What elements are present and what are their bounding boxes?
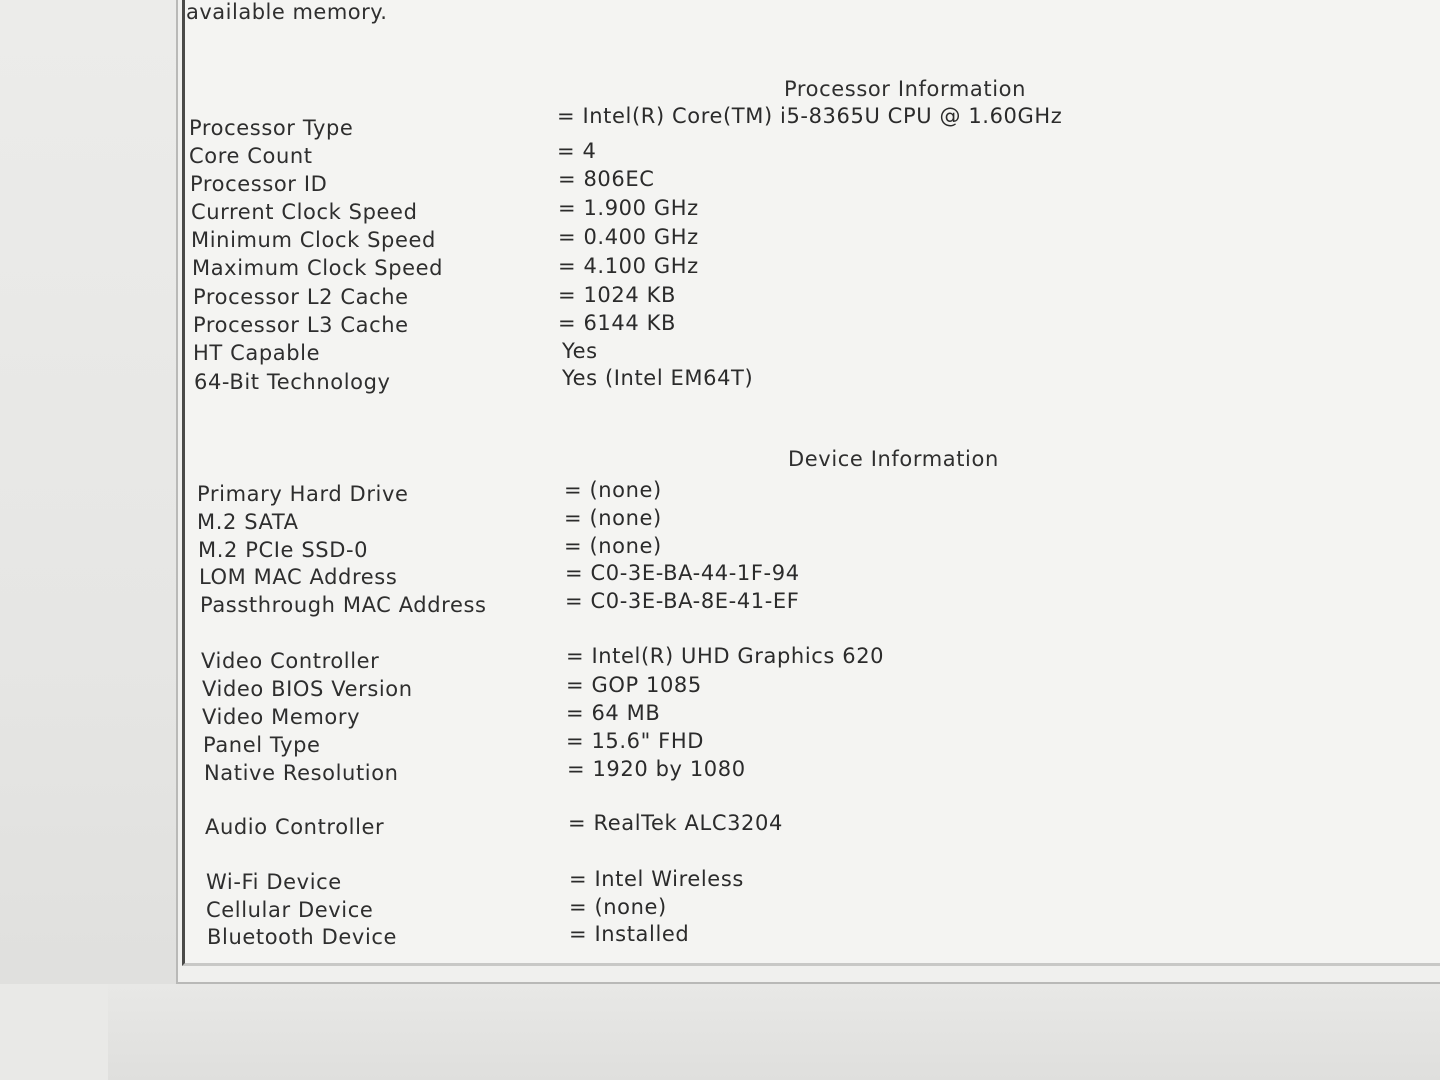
row-label: Processor ID [190, 172, 328, 196]
bottom-left-area [0, 984, 108, 1080]
row-value: = 0.400 GHz [558, 225, 699, 249]
row-value: = (none) [564, 534, 662, 558]
row-label: LOM MAC Address [199, 565, 398, 589]
processor-information-title: Processor Information [784, 77, 1026, 101]
row-label: Primary Hard Drive [197, 482, 409, 506]
row-label: Processor L3 Cache [193, 313, 409, 337]
row-value: Yes [562, 339, 598, 363]
top-note-text: available memory. [186, 0, 388, 24]
row-value: = (none) [569, 895, 667, 919]
row-value: = Intel(R) Core(TM) i5-8365U CPU @ 1.60GHz [557, 104, 1063, 128]
row-value: = 15.6" FHD [566, 729, 705, 753]
row-label: Passthrough MAC Address [200, 593, 487, 617]
row-value: = 1920 by 1080 [567, 757, 746, 781]
row-value: = 6144 KB [558, 311, 676, 335]
row-label: M.2 PCIe SSD-0 [198, 538, 369, 562]
row-label: Processor Type [189, 116, 354, 140]
row-value: = RealTek ALC3204 [568, 811, 783, 835]
row-label: Current Clock Speed [191, 200, 418, 224]
row-value: = Installed [569, 922, 690, 946]
row-value: Yes (Intel EM64T) [562, 366, 754, 390]
device-information-title: Device Information [788, 447, 999, 471]
row-value: = (none) [564, 506, 662, 530]
row-label: Minimum Clock Speed [191, 228, 436, 252]
row-label: Panel Type [203, 733, 321, 757]
row-value: = C0-3E-BA-8E-41-EF [565, 589, 800, 613]
row-label: Audio Controller [205, 815, 385, 839]
row-value: = Intel(R) UHD Graphics 620 [566, 644, 885, 668]
row-label: Wi-Fi Device [206, 870, 342, 894]
row-value: = C0-3E-BA-44-1F-94 [565, 561, 800, 585]
row-value: = GOP 1085 [566, 673, 702, 697]
row-label: Video Controller [201, 649, 380, 673]
row-value: = 64 MB [566, 701, 661, 725]
row-value: = 4.100 GHz [558, 254, 699, 278]
row-label: Video Memory [202, 705, 361, 729]
row-value: = 1024 KB [558, 283, 676, 307]
row-label: Processor L2 Cache [193, 285, 409, 309]
row-value: = 1.900 GHz [558, 196, 699, 220]
row-label: Bluetooth Device [207, 925, 398, 949]
row-label: Maximum Clock Speed [192, 256, 444, 280]
row-label: 64-Bit Technology [194, 370, 391, 394]
row-label: Native Resolution [204, 761, 399, 785]
row-label: M.2 SATA [197, 510, 299, 534]
row-label: Core Count [189, 144, 313, 168]
row-value: = Intel Wireless [569, 867, 744, 891]
row-label: Cellular Device [206, 898, 374, 922]
row-value: = 806EC [558, 167, 655, 191]
row-label: Video BIOS Version [202, 677, 413, 701]
row-label: HT Capable [193, 341, 321, 365]
row-value: = 4 [557, 139, 597, 163]
bottom-bezel-area [0, 984, 1440, 1080]
row-value: = (none) [564, 478, 662, 502]
